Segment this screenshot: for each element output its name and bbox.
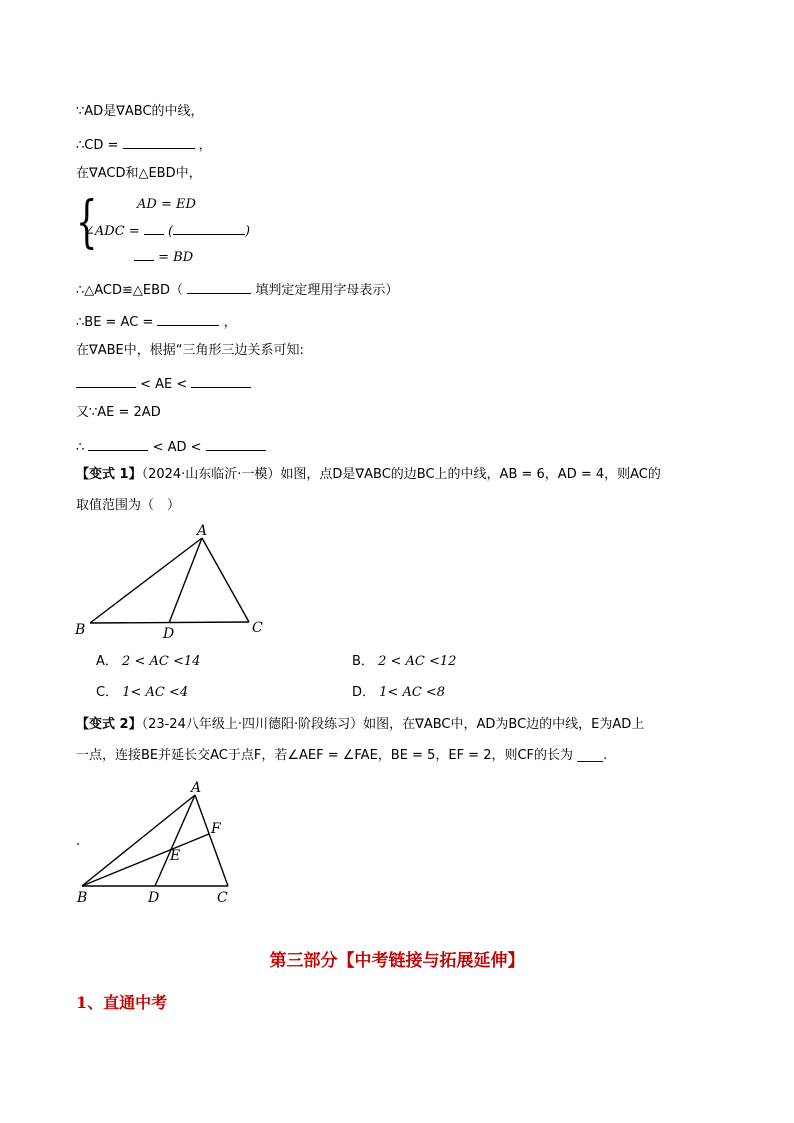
variant2-text-1: （23-24八年级上·四川德阳·阶段练习）如图，在∇ABC中，AD为BC边的中线，E为AD上: [141, 717, 645, 732]
section-subtitle: 1、直通中考: [76, 993, 168, 1012]
side-ac: [202, 538, 249, 622]
blank-ae-upper[interactable]: [191, 373, 251, 388]
option-a-key: A．: [96, 654, 118, 669]
option-a-text: 2 < AC <14: [122, 654, 201, 669]
blank-angle[interactable]: [144, 220, 164, 235]
blank-ad-lower[interactable]: [88, 436, 148, 451]
side-ac: [195, 795, 228, 886]
option-d-text: 1< AC <8: [379, 685, 446, 700]
variant2-tag: 【变式 2】: [76, 717, 142, 732]
proof-line-7: [76, 373, 251, 394]
label-d: D: [163, 626, 175, 642]
option-c-key: C．: [96, 685, 119, 700]
system-brace: {: [76, 190, 98, 255]
option-b[interactable]: [352, 653, 456, 671]
system-row-2-open: (: [167, 224, 174, 239]
variant1-text-1: （2024·山东临沂·一模）如图，点D是∇ABC的边BC上的中线，AB = 6，AD = 4，则AC的: [141, 467, 661, 482]
proof-line-9: [76, 436, 266, 457]
blank-ad-upper[interactable]: [206, 436, 266, 451]
option-a[interactable]: [96, 653, 200, 671]
label-d: D: [148, 890, 160, 906]
option-d-key: D．: [352, 685, 376, 700]
variant2-line-2: 一点，连接BE并延长交AC于点F，若∠AEF = ∠FAE，BE = 5，EF = 2，则CF的长为 ____.: [76, 748, 608, 763]
label-a: A: [191, 780, 202, 796]
proof-line-3: 在∇ACD和△EBD中，: [76, 166, 202, 181]
system-row-3: [134, 246, 193, 267]
option-d[interactable]: [352, 684, 445, 702]
blank-ae-lower[interactable]: [76, 373, 136, 388]
variant2-figure: [70, 778, 240, 908]
label-c: C: [252, 620, 263, 636]
blank-reason[interactable]: [173, 220, 245, 235]
system-row-1: AD = ED: [137, 197, 196, 212]
proof-line-6: 在∇ABE中，根据“三角形三边关系可知:: [76, 343, 304, 358]
section-title: 第三部分【中考链接与拓展延伸】: [269, 951, 525, 971]
variant1-line-1: [76, 466, 661, 484]
label-e: E: [170, 848, 181, 864]
option-b-key: B．: [352, 654, 374, 669]
proof-line-4-text: ∴△ACD≌△EBD（: [76, 283, 184, 298]
label-b: B: [75, 622, 86, 638]
option-c[interactable]: [96, 684, 188, 702]
label-a: A: [197, 523, 208, 539]
proof-line-2: [76, 134, 212, 155]
label-c: C: [217, 890, 228, 906]
system-row-3-text: = BD: [158, 250, 194, 265]
system-row-2: [84, 220, 250, 241]
option-c-text: 1< AC <4: [122, 685, 189, 700]
proof-line-9-text: ∴: [76, 440, 85, 455]
proof-line-8: 又∵AE = 2AD: [76, 405, 161, 420]
blank-cd[interactable]: [123, 134, 195, 149]
proof-line-9-mid: < AD <: [152, 440, 202, 455]
blank-ac[interactable]: [157, 311, 219, 326]
blank-theorem[interactable]: [187, 279, 251, 294]
variant1-tag: 【变式 1】: [76, 467, 142, 482]
proof-line-1: ∵AD是∇ABC的中线，: [76, 104, 204, 119]
label-b: B: [77, 890, 88, 906]
side-ab: [82, 795, 195, 886]
proof-line-5: [76, 311, 237, 332]
variant1-figure: [70, 520, 280, 645]
median-ad: [155, 795, 195, 886]
system-row-2-text: ∠ADC =: [84, 224, 140, 239]
proof-line-5-end: ，: [223, 315, 237, 330]
system-row-2-close: ): [245, 224, 251, 239]
proof-line-2-end: ，: [198, 138, 212, 153]
stray-dot: .: [76, 834, 81, 849]
option-b-text: 2 < AC <12: [378, 654, 457, 669]
blank-side[interactable]: [134, 246, 154, 261]
label-f: F: [211, 821, 221, 837]
proof-line-5-text: ∴BE = AC =: [76, 315, 154, 330]
segment-bf: [82, 834, 209, 886]
variant1-line-2: 取值范围为（ ）: [76, 498, 181, 513]
proof-line-2-text: ∴CD =: [76, 138, 119, 153]
proof-line-4: [76, 279, 398, 300]
proof-line-7-text: < AE <: [140, 377, 188, 392]
variant2-line-1: [76, 716, 644, 734]
proof-line-4-end: 填判定定理用字母表示）: [255, 283, 399, 298]
